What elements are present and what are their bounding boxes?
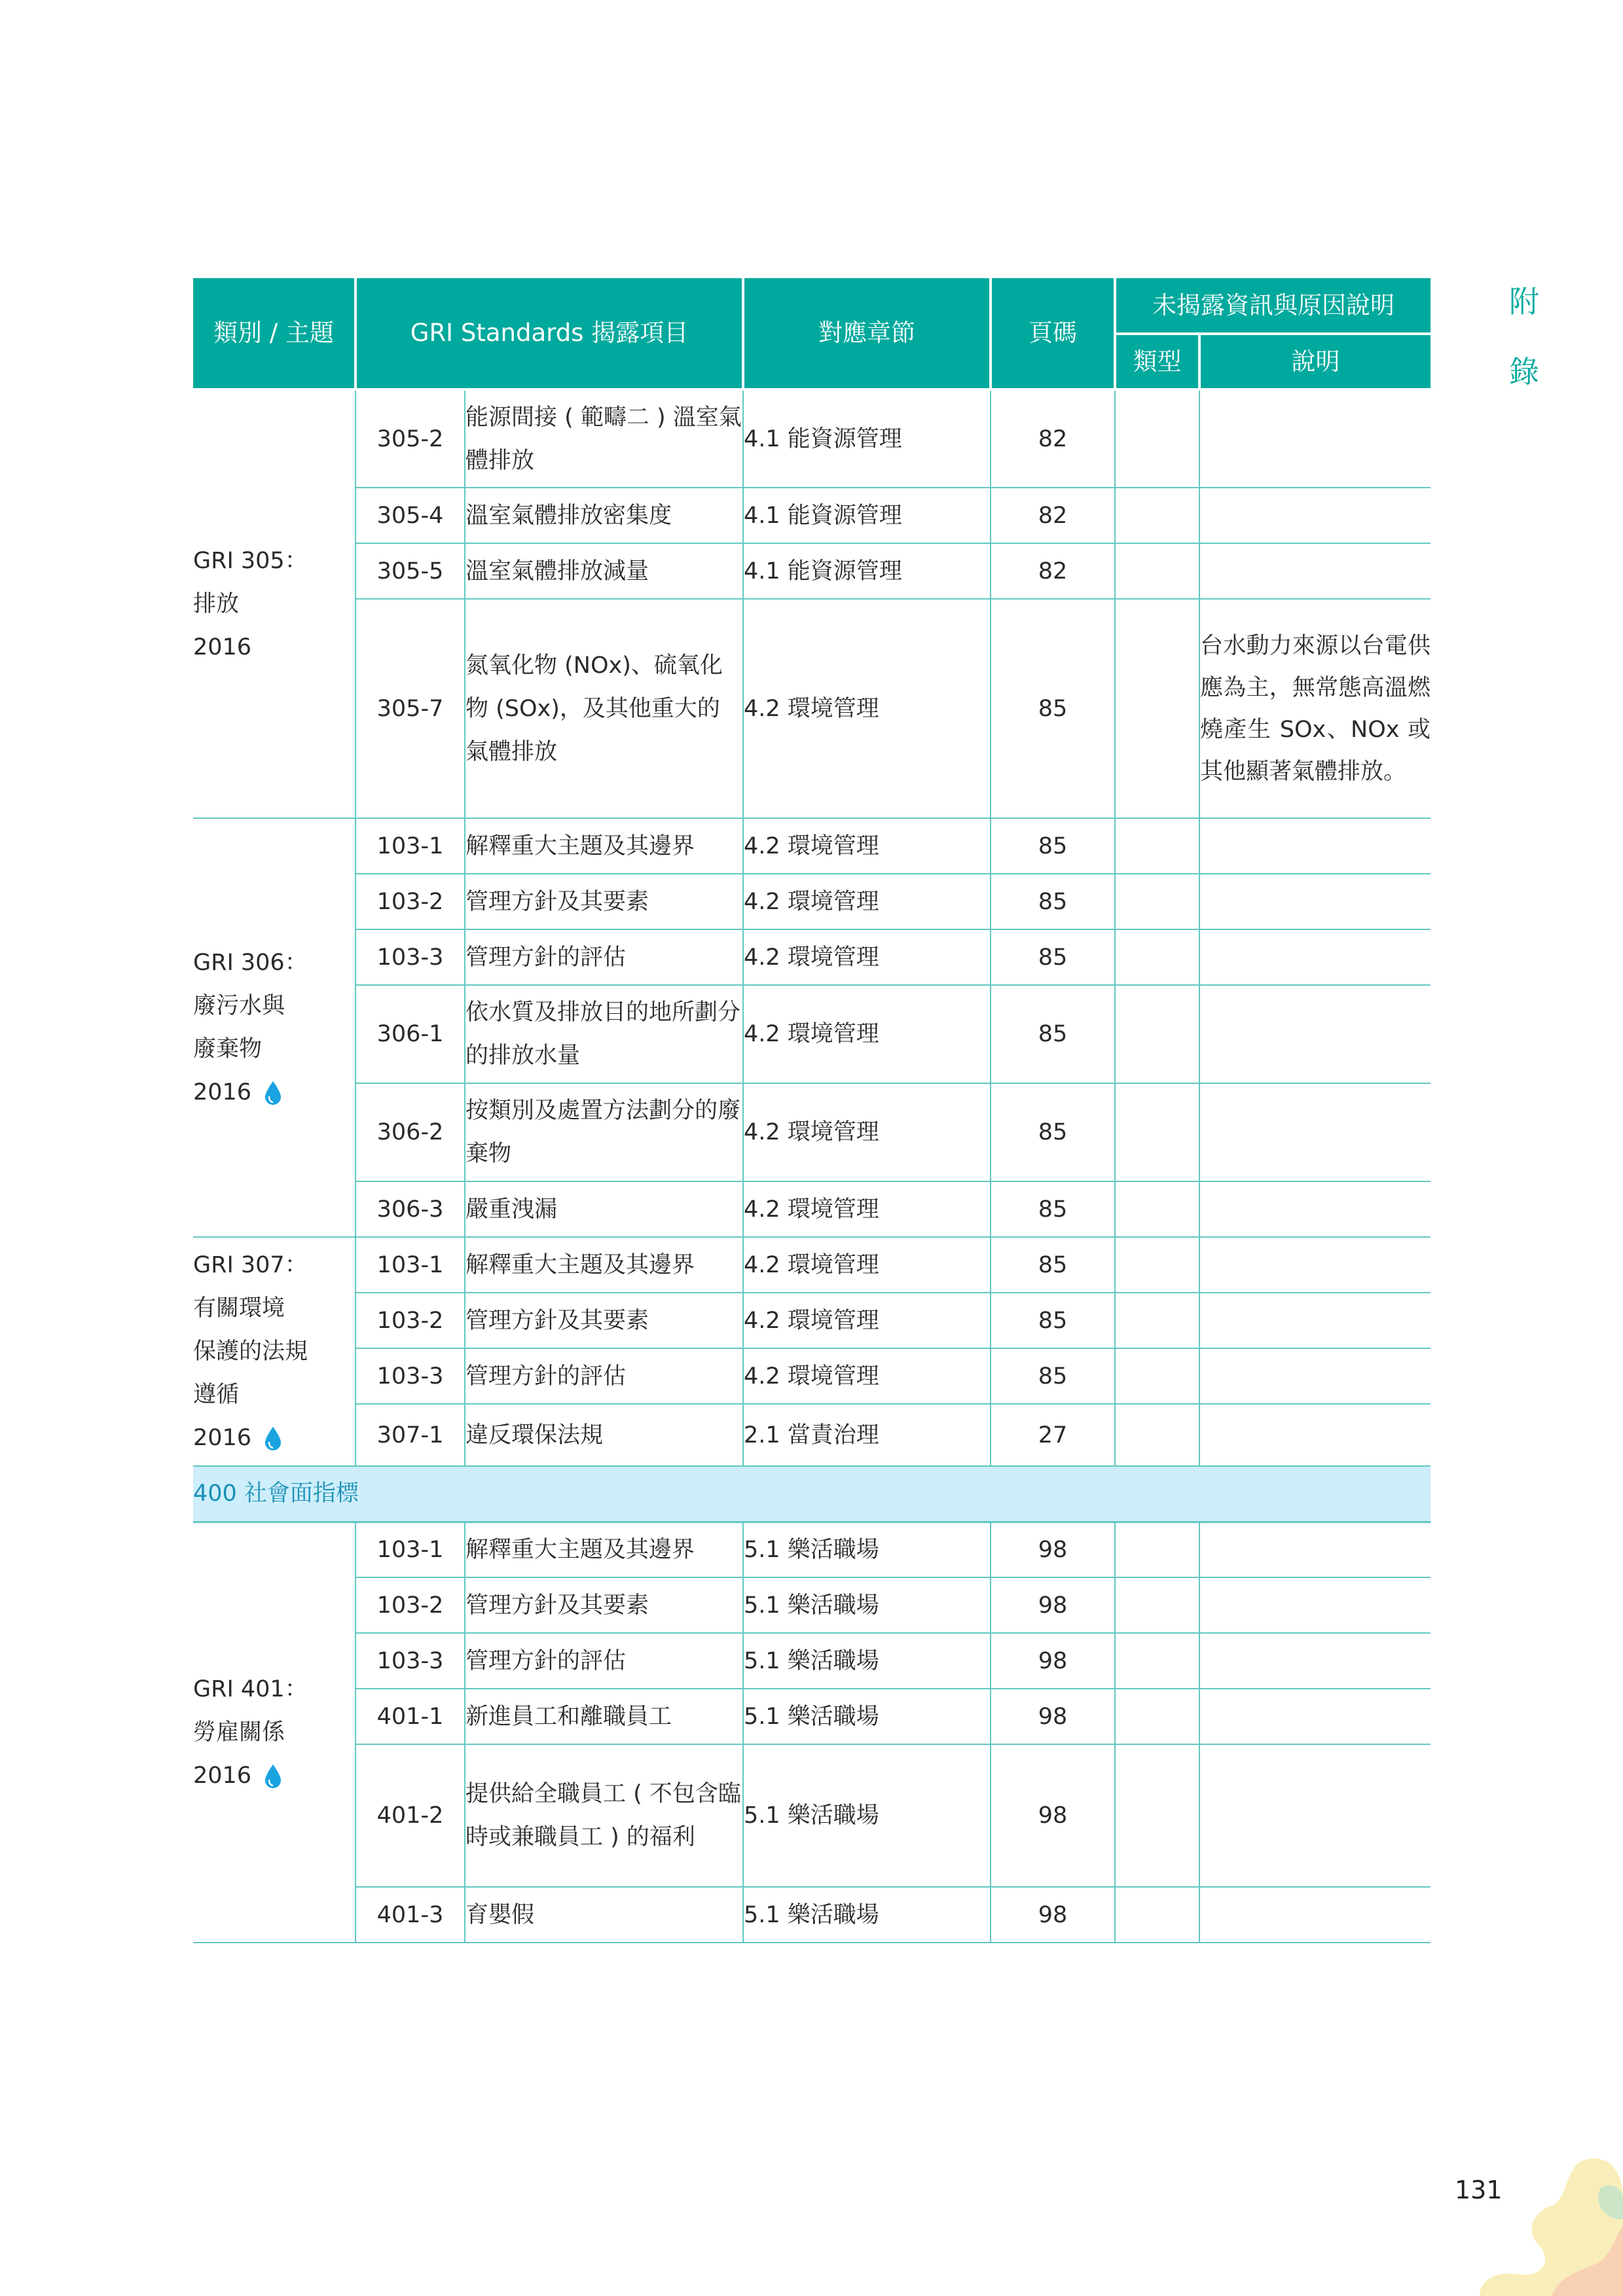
type-cell — [1115, 1083, 1199, 1181]
type-cell — [1115, 1181, 1199, 1237]
explain-cell — [1199, 1522, 1431, 1577]
disclosure-item: 溫室氣體排放減量 — [465, 543, 743, 599]
type-cell — [1115, 543, 1199, 599]
table-row — [193, 1887, 1431, 1943]
page-cell: 85 — [991, 599, 1115, 818]
disclosure-code: 307-1 — [356, 1404, 465, 1466]
explain-cell — [1199, 874, 1431, 929]
page-cell: 82 — [991, 543, 1115, 599]
disclosure-item: 依水質及排放目的地所劃分的排放水量 — [465, 985, 743, 1083]
category-line: GRI 307： — [193, 1252, 308, 1278]
table-row — [193, 929, 1431, 985]
chapter-cell: 5.1 樂活職場 — [743, 1577, 991, 1633]
page-cell: 85 — [991, 1083, 1115, 1181]
disclosure-code: 306-3 — [356, 1181, 465, 1237]
category-line: 遵循 — [193, 1382, 240, 1408]
category-cell — [193, 1237, 356, 1466]
type-cell — [1115, 1887, 1199, 1943]
page-cell: 85 — [991, 985, 1115, 1083]
chapter-cell: 5.1 樂活職場 — [743, 1522, 991, 1577]
table-row — [193, 874, 1431, 929]
explain-cell — [1199, 1689, 1431, 1744]
disclosure-item: 管理方針及其要素 — [465, 1577, 743, 1633]
side-tab-char-1: 附 — [1509, 284, 1539, 319]
page-cell: 98 — [991, 1522, 1115, 1577]
type-cell — [1115, 1404, 1199, 1466]
disclosure-item: 嚴重洩漏 — [465, 1181, 743, 1237]
explain-cell — [1199, 1293, 1431, 1348]
category-cell — [193, 1522, 356, 1943]
explain-cell — [1199, 1887, 1431, 1943]
category-cell — [193, 818, 356, 1237]
explain-cell: 台水動力來源以台電供應為主，無常態高溫燃燒產生 SOx、NOx 或 其他顯著氣體排放。 — [1199, 599, 1431, 818]
table-row — [193, 1348, 1431, 1404]
explain-cell — [1199, 818, 1431, 874]
category-line: 廢棄物 — [193, 1036, 263, 1062]
disclosure-item: 管理方針及其要素 — [465, 874, 743, 929]
decorative-blob-icon — [1453, 2147, 1623, 2296]
page-cell: 98 — [991, 1689, 1115, 1744]
explain-cell — [1199, 488, 1431, 543]
disclosure-code: 306-1 — [356, 985, 465, 1083]
disclosure-code: 103-2 — [356, 1293, 465, 1348]
disclosure-code: 103-2 — [356, 1577, 465, 1633]
page-cell: 98 — [991, 1633, 1115, 1689]
type-cell — [1115, 599, 1199, 818]
chapter-cell: 4.1 能資源管理 — [743, 543, 991, 599]
table-row — [193, 1083, 1431, 1181]
table-row — [193, 1744, 1431, 1887]
explain-cell — [1199, 1237, 1431, 1293]
table-row — [193, 1522, 1431, 1577]
page-cell: 98 — [991, 1887, 1115, 1943]
page-cell: 85 — [991, 1237, 1115, 1293]
table-row — [193, 488, 1431, 543]
category-line: 勞雇關係 — [193, 1719, 285, 1746]
water-drop-icon — [263, 1426, 283, 1452]
explain-cell — [1199, 389, 1431, 488]
disclosure-item: 新進員工和離職員工 — [465, 1689, 743, 1744]
table-row — [193, 1181, 1431, 1237]
category-line: 2016 — [193, 634, 252, 660]
explain-cell — [1199, 543, 1431, 599]
explain-cell — [1199, 1404, 1431, 1466]
type-cell — [1115, 985, 1199, 1083]
table-row — [193, 1633, 1431, 1689]
type-cell — [1115, 1633, 1199, 1689]
header-explain: 說明 — [1199, 334, 1431, 389]
table-row — [193, 543, 1431, 599]
explain-cell — [1199, 1577, 1431, 1633]
disclosure-item: 管理方針的評估 — [465, 929, 743, 985]
explain-cell — [1199, 1633, 1431, 1689]
disclosure-code: 306-2 — [356, 1083, 465, 1181]
disclosure-item: 能源間接 ( 範疇二 ) 溫室氣體排放 — [465, 389, 743, 488]
type-cell — [1115, 1237, 1199, 1293]
page-cell: 98 — [991, 1577, 1115, 1633]
explain-cell — [1199, 985, 1431, 1083]
disclosure-code: 103-1 — [356, 818, 465, 874]
disclosure-item: 育嬰假 — [465, 1887, 743, 1943]
chapter-cell: 5.1 樂活職場 — [743, 1887, 991, 1943]
disclosure-code: 401-2 — [356, 1744, 465, 1887]
chapter-cell: 4.1 能資源管理 — [743, 389, 991, 488]
chapter-cell: 4.2 環境管理 — [743, 818, 991, 874]
disclosure-code: 305-7 — [356, 599, 465, 818]
header-undisclosed: 未揭露資訊與原因說明 — [1115, 278, 1431, 334]
chapter-cell: 4.2 環境管理 — [743, 1293, 991, 1348]
category-line: 2016 — [193, 1754, 355, 1797]
type-cell — [1115, 1744, 1199, 1887]
chapter-cell: 4.2 環境管理 — [743, 1237, 991, 1293]
disclosure-item: 提供給全職員工 ( 不包含臨時或兼職員工 ) 的福利 — [465, 1744, 743, 1887]
page-cell: 85 — [991, 1293, 1115, 1348]
side-tab-char-2: 錄 — [1509, 354, 1539, 389]
page-cell: 85 — [991, 818, 1115, 874]
category-line: 廢污水與 — [193, 993, 285, 1019]
disclosure-code: 103-3 — [356, 929, 465, 985]
table-row — [193, 389, 1431, 488]
disclosure-item: 管理方針及其要素 — [465, 1293, 743, 1348]
disclosure-item: 氮氧化物 (NOx)、硫氧化物 (SOx)，及其他重大的氣體排放 — [465, 599, 743, 818]
disclosure-item: 解釋重大主題及其邊界 — [465, 818, 743, 874]
table-body — [193, 389, 1431, 1943]
chapter-cell: 4.2 環境管理 — [743, 929, 991, 985]
header-chapter: 對應章節 — [743, 278, 991, 389]
chapter-cell: 2.1 當責治理 — [743, 1404, 991, 1466]
type-cell — [1115, 1293, 1199, 1348]
page-cell: 85 — [991, 1348, 1115, 1404]
table-row — [193, 1237, 1431, 1293]
chapter-cell: 5.1 樂活職場 — [743, 1744, 991, 1887]
explain-cell — [1199, 929, 1431, 985]
page-cell: 85 — [991, 1181, 1115, 1237]
type-cell — [1115, 1522, 1199, 1577]
page-cell: 82 — [991, 389, 1115, 488]
type-cell — [1115, 389, 1199, 488]
disclosure-code: 305-2 — [356, 389, 465, 488]
type-cell — [1115, 1348, 1199, 1404]
disclosure-item: 按類別及處置方法劃分的廢棄物 — [465, 1083, 743, 1181]
type-cell — [1115, 874, 1199, 929]
table-row — [193, 1293, 1431, 1348]
table-row — [193, 1404, 1431, 1466]
table-row — [193, 985, 1431, 1083]
type-cell — [1115, 1577, 1199, 1633]
type-cell — [1115, 488, 1199, 543]
water-drop-icon — [263, 1763, 283, 1789]
category-line: GRI 305： — [193, 548, 308, 574]
chapter-cell: 4.1 能資源管理 — [743, 488, 991, 543]
category-line: 排放 — [193, 591, 240, 617]
chapter-cell: 4.2 環境管理 — [743, 599, 991, 818]
disclosure-code: 401-1 — [356, 1689, 465, 1744]
disclosure-code: 103-1 — [356, 1522, 465, 1577]
disclosure-item: 溫室氣體排放密集度 — [465, 488, 743, 543]
chapter-cell: 4.2 環境管理 — [743, 985, 991, 1083]
chapter-cell: 4.2 環境管理 — [743, 1083, 991, 1181]
category-line: GRI 401： — [193, 1676, 308, 1702]
category-cell — [193, 389, 356, 818]
table-row — [193, 1577, 1431, 1633]
explain-cell — [1199, 1348, 1431, 1404]
disclosure-code: 103-1 — [356, 1237, 465, 1293]
chapter-cell: 5.1 樂活職場 — [743, 1633, 991, 1689]
header-page: 頁碼 — [991, 278, 1115, 389]
table-row — [193, 599, 1431, 818]
disclosure-code: 305-4 — [356, 488, 465, 543]
explain-cell — [1199, 1181, 1431, 1237]
category-line: GRI 306： — [193, 950, 308, 976]
page-cell: 27 — [991, 1404, 1115, 1466]
header-gri-standards: GRI Standards 揭露項目 — [356, 278, 743, 389]
chapter-cell: 5.1 樂活職場 — [743, 1689, 991, 1744]
category-line: 保護的法規 — [193, 1338, 308, 1365]
category-line: 2016 — [193, 1416, 355, 1460]
disclosure-code: 401-3 — [356, 1887, 465, 1943]
chapter-cell: 4.2 環境管理 — [743, 1348, 991, 1404]
disclosure-item: 違反環保法規 — [465, 1404, 743, 1466]
section-title: 400 社會面指標 — [193, 1466, 1431, 1522]
disclosure-code: 103-3 — [356, 1633, 465, 1689]
table-row — [193, 1689, 1431, 1744]
disclosure-code: 103-2 — [356, 874, 465, 929]
page-cell: 85 — [991, 874, 1115, 929]
page-cell: 98 — [991, 1744, 1115, 1887]
disclosure-item: 解釋重大主題及其邊界 — [465, 1237, 743, 1293]
section-row — [193, 1466, 1431, 1522]
page-number: 131 — [1455, 2176, 1503, 2204]
type-cell — [1115, 1689, 1199, 1744]
page-cell: 85 — [991, 929, 1115, 985]
category-line: 2016 — [193, 1071, 355, 1114]
header-type: 類型 — [1115, 334, 1199, 389]
page-cell: 82 — [991, 488, 1115, 543]
water-drop-icon — [263, 1080, 283, 1106]
chapter-cell: 4.2 環境管理 — [743, 874, 991, 929]
explain-cell — [1199, 1083, 1431, 1181]
disclosure-item: 解釋重大主題及其邊界 — [465, 1522, 743, 1577]
header-category: 類別 / 主題 — [193, 278, 356, 389]
table-row — [193, 818, 1431, 874]
chapter-cell: 4.2 環境管理 — [743, 1181, 991, 1237]
disclosure-code: 305-5 — [356, 543, 465, 599]
gri-index-table — [193, 278, 1431, 1943]
type-cell — [1115, 929, 1199, 985]
type-cell — [1115, 818, 1199, 874]
disclosure-item: 管理方針的評估 — [465, 1348, 743, 1404]
category-line: 有關環境 — [193, 1295, 285, 1321]
disclosure-code: 103-3 — [356, 1348, 465, 1404]
disclosure-item: 管理方針的評估 — [465, 1633, 743, 1689]
explain-cell — [1199, 1744, 1431, 1887]
